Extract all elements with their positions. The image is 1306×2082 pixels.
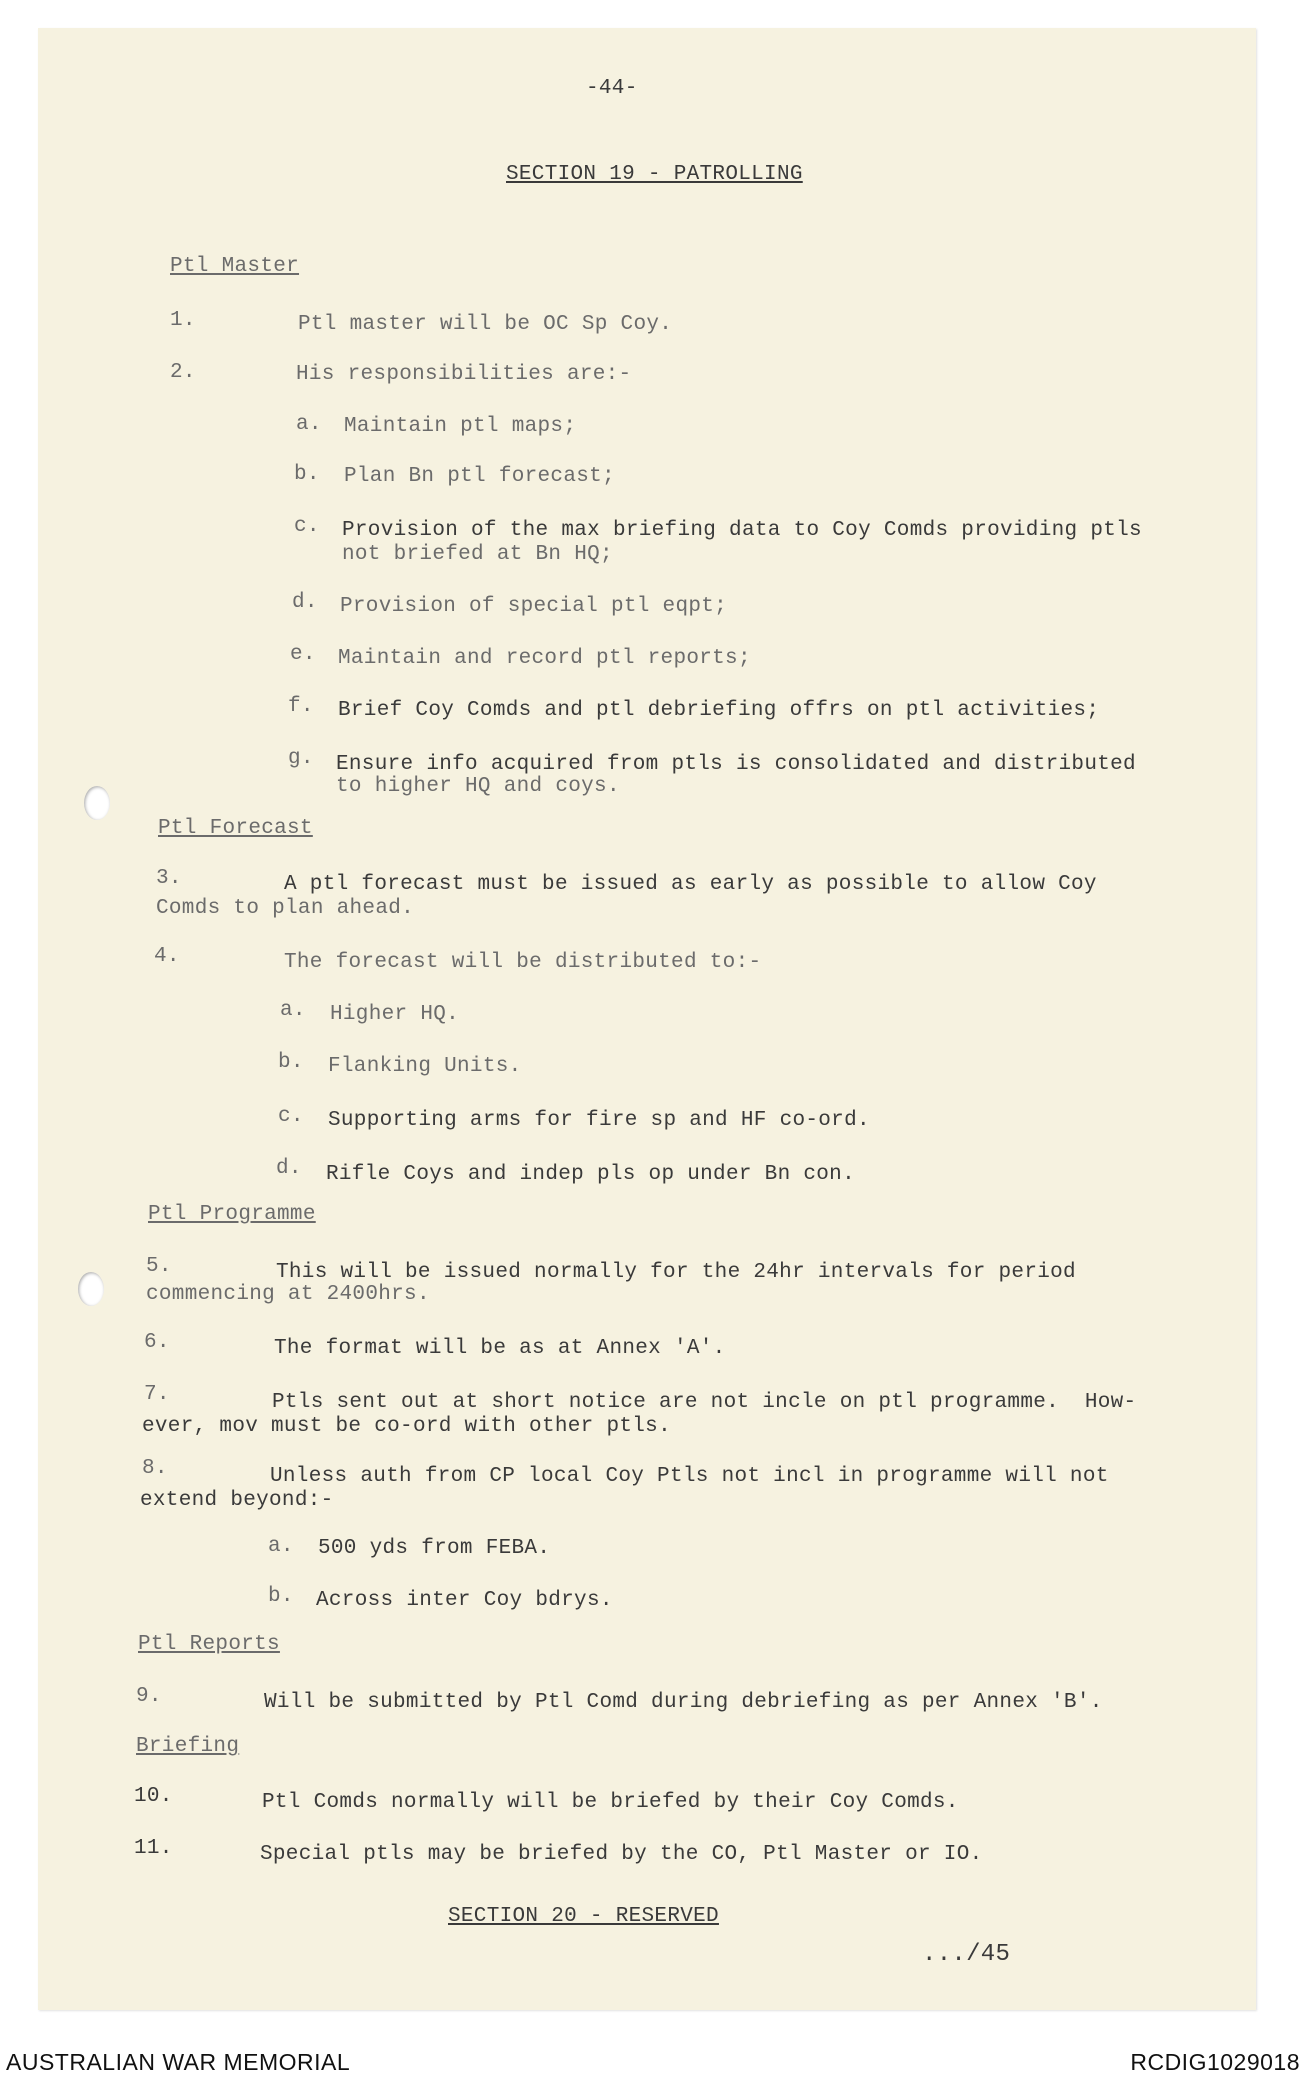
item-text: Maintain and record ptl reports;	[338, 647, 751, 670]
para-number: 8.	[142, 1457, 168, 1480]
para-text: Ptl master will be OC Sp Coy.	[298, 313, 673, 336]
para-number: 11.	[134, 1837, 173, 1860]
section-title: SECTION 19 - PATROLLING	[506, 163, 803, 186]
item-text: Higher HQ.	[330, 1003, 460, 1026]
para-text: Unless auth from CP local Coy Ptls not incl in programme will not	[270, 1465, 1109, 1488]
item-text: Rifle Coys and indep pls op under Bn con.	[326, 1163, 855, 1186]
item-letter: e.	[290, 643, 316, 666]
heading-ptl-programme: Ptl Programme	[148, 1203, 316, 1226]
para-text: The forecast will be distributed to:-	[284, 951, 762, 974]
para-text-continued: commencing at 2400hrs.	[146, 1283, 430, 1306]
para-text-continued: Comds to plan ahead.	[156, 897, 415, 920]
item-letter: g.	[288, 747, 314, 770]
para-text: Ptl Comds normally will be briefed by their Coy Comds.	[262, 1791, 959, 1814]
para-text-continued: ever, mov must be co-ord with other ptls.	[142, 1415, 671, 1438]
para-number: 4.	[154, 945, 180, 968]
para-number: 3.	[156, 867, 182, 890]
item-text: Maintain ptl maps;	[344, 415, 577, 438]
heading-ptl-master: Ptl Master	[170, 255, 300, 278]
para-number: 1.	[170, 309, 196, 332]
item-text-continued: to higher HQ and coys.	[336, 775, 620, 798]
item-letter: d.	[276, 1157, 302, 1180]
heading-ptl-forecast: Ptl Forecast	[158, 817, 313, 840]
item-text: Provision of the max briefing data to Coy Comds providing ptls	[342, 519, 1142, 542]
section-20-heading: SECTION 20 - RESERVED	[448, 1905, 719, 1928]
footer-right: RCDIG1029018	[1130, 2049, 1300, 2075]
para-text: This will be issued normally for the 24hr intervals for period	[276, 1261, 1076, 1284]
para-number: 7.	[144, 1383, 170, 1406]
item-letter: b.	[278, 1051, 304, 1074]
heading-ptl-reports: Ptl Reports	[138, 1633, 280, 1656]
item-text: Across inter Coy bdrys.	[316, 1589, 613, 1612]
item-text: Plan Bn ptl forecast;	[344, 465, 615, 488]
footer-left: AUSTRALIAN WAR MEMORIAL	[6, 2049, 351, 2075]
para-text-continued: extend beyond:-	[140, 1489, 334, 1512]
page-number: -44-	[586, 77, 638, 100]
item-text: Ensure info acquired from ptls is consolidated and distributed	[336, 753, 1136, 776]
item-letter: c.	[294, 515, 320, 538]
item-letter: a.	[268, 1535, 294, 1558]
para-number: 10.	[134, 1785, 173, 1808]
item-text-continued: not briefed at Bn HQ;	[342, 543, 613, 566]
punch-hole-top	[84, 786, 110, 820]
para-text: Ptls sent out at short notice are not incle on ptl programme. How-	[272, 1391, 1137, 1414]
heading-briefing: Briefing	[136, 1735, 240, 1758]
para-text: A ptl forecast must be issued as early as possible to allow Coy	[284, 873, 1097, 896]
item-text: Provision of special ptl eqpt;	[340, 595, 728, 618]
item-text: Brief Coy Comds and ptl debriefing offrs on ptl activities;	[338, 699, 1100, 722]
item-letter: b.	[294, 463, 320, 486]
item-text: Supporting arms for fire sp and HF co-ord.	[328, 1109, 870, 1132]
item-letter: f.	[288, 695, 314, 718]
para-number: 6.	[144, 1331, 170, 1354]
punch-hole-bottom	[78, 1272, 104, 1306]
item-text: Flanking Units.	[328, 1055, 522, 1078]
item-letter: d.	[292, 591, 318, 614]
item-letter: c.	[278, 1105, 304, 1128]
para-text: The format will be as at Annex 'A'.	[274, 1337, 726, 1360]
item-letter: b.	[268, 1585, 294, 1608]
item-letter: a.	[296, 413, 322, 436]
para-number: 2.	[170, 361, 196, 384]
para-number: 5.	[146, 1255, 172, 1278]
continuation-marker: .../45	[922, 1941, 1011, 1968]
para-text: Will be submitted by Ptl Comd during debriefing as per Annex 'B'.	[264, 1691, 1103, 1714]
para-text: Special ptls may be briefed by the CO, Ptl Master or IO.	[260, 1843, 983, 1866]
para-text: His responsibilities are:-	[296, 363, 632, 386]
para-number: 9.	[136, 1685, 162, 1708]
item-letter: a.	[280, 999, 306, 1022]
item-text: 500 yds from FEBA.	[318, 1537, 551, 1560]
